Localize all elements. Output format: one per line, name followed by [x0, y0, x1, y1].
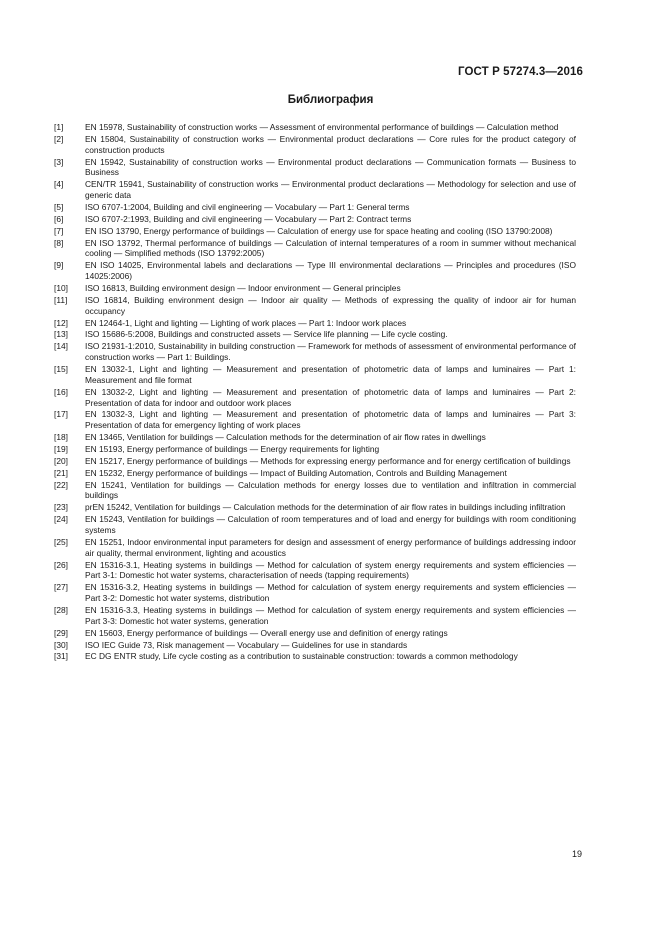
entry-number: [30]	[54, 639, 68, 650]
bibliography-entry	[54, 295, 576, 317]
bibliography-entry	[54, 387, 576, 409]
bibliography-entry	[54, 502, 576, 513]
bibliography-entry	[54, 202, 576, 213]
entry-number: [16]	[54, 386, 68, 397]
entry-text: EN 15193, Energy performance of buildings — Energy requirements for lighting	[85, 444, 380, 454]
entry-number: [18]	[54, 432, 68, 443]
entry-text: ISO 15686-5:2008, Buildings and constructed assets — Service life planning — Life cycle costing.	[85, 329, 448, 340]
entry-text: ISO 6707-2:1993, Building and civil engineering — Vocabulary — Part 2: Contract terms	[85, 213, 412, 224]
entry-number: [31]	[54, 651, 68, 662]
entry-number: [7]	[54, 225, 64, 236]
entry-number: [27]	[54, 582, 68, 593]
entry-text: prEN 15242, Ventilation for buildings — Calculation methods for the determination of air flow rates in buildings including infiltration	[85, 502, 566, 513]
document-code: ГОСТ Р 57274.3—2016	[458, 66, 583, 78]
entry-number: [1]	[54, 122, 64, 132]
entry-number: [10]	[54, 283, 68, 293]
entry-number: [23]	[54, 502, 68, 513]
bibliography-entry	[54, 134, 576, 156]
bibliography-entry	[54, 260, 576, 282]
entry-text: EN ISO 14025, Environmental labels and declarations — Type III environmental declarations — Principles and procedures (ISO 14025:2006)	[85, 260, 576, 282]
entry-text: EN 15804, Sustainability of construction works — Environmental product declarations — Core rules for the product category of construction products	[85, 133, 576, 155]
entry-text: EN 13032-1, Light and lighting — Measurement and presentation of photometric data of lamps and luminaires — Part 1: Measurement and file format	[85, 364, 576, 385]
entry-text: EN 15316-3.1, Heating systems in buildings — Method for calculation of system energy requirements and system efficiencies — Part 3-1: Domestic hot water systems, characterisation of needs (tapping requirements)	[85, 559, 576, 581]
bibliography-entry	[54, 238, 576, 260]
bibliography-entry	[54, 364, 576, 386]
entry-text: EN 15603, Energy performance of buildings — Overall energy use and definition of energy ratings	[85, 627, 448, 638]
entry-text: EN 15978, Sustainability of construction works — Assessment of environmental performance of buildings — Calculation method	[85, 122, 559, 132]
entry-number: [22]	[54, 479, 68, 490]
bibliography-entry	[54, 341, 576, 363]
bibliography-entry	[54, 605, 576, 627]
bibliography-entry	[54, 628, 576, 639]
bibliography-entry	[54, 122, 576, 133]
entry-number: [8]	[54, 237, 64, 248]
bibliography-entry	[54, 444, 576, 455]
bibliography-entry	[54, 226, 576, 237]
entry-number: [26]	[54, 559, 68, 570]
bibliography-entry	[54, 582, 576, 604]
entry-text: EN 15217, Energy performance of buildings — Methods for expressing energy performance and for energy certification of buildings	[85, 455, 571, 466]
bibliography-entry	[54, 651, 576, 662]
bibliography-entry	[54, 432, 576, 443]
entry-number: [29]	[54, 627, 68, 638]
entry-number: [4]	[54, 179, 64, 190]
bibliography-list	[54, 122, 576, 663]
entry-text: EN 12464-1, Light and lighting — Lighting of work places — Part 1: Indoor work places	[85, 317, 407, 328]
entry-text: EN 15942, Sustainability of construction works — Environmental product declarations — Communication formats — Business to Business	[85, 156, 576, 178]
entry-number: [6]	[54, 213, 64, 224]
bibliography-entry	[54, 537, 576, 559]
entry-number: [17]	[54, 409, 68, 420]
entry-number: [13]	[54, 329, 68, 340]
entry-number: [25]	[54, 536, 68, 547]
entry-number: [9]	[54, 260, 64, 271]
bibliography-entry	[54, 179, 576, 201]
entry-number: [14]	[54, 341, 68, 352]
entry-number: [21]	[54, 467, 68, 478]
bibliography-entry	[54, 468, 576, 479]
entry-text: EN 13032-3, Light and lighting — Measurement and presentation of photometric data of lamps and luminaires — Part 3: Presentation of data for emergency lighting of work places	[85, 409, 576, 431]
bibliography-entry	[54, 480, 576, 502]
page-number: 19	[571, 849, 582, 859]
bibliography-entry	[54, 456, 576, 467]
entry-number: [5]	[54, 201, 64, 212]
entry-text: ISO IEC Guide 73, Risk management — Vocabulary — Guidelines for use in standards	[85, 639, 408, 650]
entry-text: EN 13032-2, Light and lighting — Measurement and presentation of photometric data of lamps and luminaires — Part 2: Presentation of data for indoor and outdoor work places	[85, 386, 576, 408]
bibliography-entry	[54, 514, 576, 536]
entry-text: EN 15316-3.2, Heating systems in buildings — Method for calculation of system energy requirements and system efficiencies — Part 3-2: Domestic hot water systems, distribution	[85, 582, 576, 604]
entry-text: EN 15243, Ventilation for buildings — Calculation of room temperatures and of load and energy for buildings with room conditioning systems	[85, 514, 576, 536]
entry-text: EN 15251, Indoor environmental input parameters for design and assessment of energy performance of buildings addressing indoor air quality, thermal environment, lighting and acoustics	[85, 536, 576, 558]
bibliography-entry	[54, 318, 576, 329]
entry-number: [20]	[54, 455, 68, 466]
bibliography-entry	[54, 214, 576, 225]
entry-text: EN 15316-3.3, Heating systems in buildings — Method for calculation of system energy requirements and system efficiencies — Part 3-3: Domestic hot water systems, generation	[85, 605, 576, 626]
bibliography-entry	[54, 409, 576, 431]
entry-number: [2]	[54, 133, 64, 144]
entry-text: EN 13465, Ventilation for buildings — Calculation methods for the determination of air flow rates in dwellings	[85, 432, 486, 443]
entry-number: [24]	[54, 514, 68, 525]
entry-text: EC DG ENTR study, Life cycle costing as a contribution to sustainable construction: towards a common methodology	[85, 651, 518, 662]
entry-text: EN ISO 13790, Energy performance of buildings — Calculation of energy use for space heating and cooling (ISO 13790:2008)	[85, 225, 553, 236]
bibliography-entry	[54, 283, 576, 294]
entry-number: [3]	[54, 156, 64, 167]
entry-number: [19]	[54, 444, 68, 454]
entry-text: EN ISO 13792, Thermal performance of buildings — Calculation of internal temperatures of a room in summer without mechanical cooling — Simplified methods (ISO 13792:2005)	[85, 237, 576, 259]
entry-number: [15]	[54, 364, 68, 375]
bibliography-entry	[54, 640, 576, 651]
entry-text: ISO 6707-1:2004, Building and civil engineering — Vocabulary — Part 1: General terms	[85, 201, 410, 212]
entry-text: ISO 16814, Building environment design — Indoor air quality — Methods of expressing the quality of indoor air for human occupancy	[85, 294, 576, 316]
entry-text: EN 15241, Ventilation for buildings — Calculation methods for energy losses due to ventilation and infiltration in commercial buildings	[85, 479, 576, 501]
section-title: Библиография	[287, 94, 374, 106]
entry-number: [28]	[54, 605, 68, 615]
entry-number: [12]	[54, 317, 68, 328]
bibliography-entry	[54, 560, 576, 582]
entry-text: ISO 16813, Building environment design — Indoor environment — General principles	[85, 283, 401, 293]
bibliography-entry	[54, 157, 576, 179]
entry-text: ISO 21931-1:2010, Sustainability in building construction — Framework for methods of assessment of environmental performance of construction works — Part 1: Buildings.	[85, 341, 576, 363]
entry-number: [11]	[54, 294, 68, 305]
entry-text: CEN/TR 15941, Sustainability of construction works — Environmental product declarations — Methodology for selection and use of generic data	[85, 179, 576, 201]
entry-text: EN 15232, Energy performance of buildings — Impact of Building Automation, Controls and Building Management	[85, 467, 507, 478]
bibliography-entry	[54, 329, 576, 340]
